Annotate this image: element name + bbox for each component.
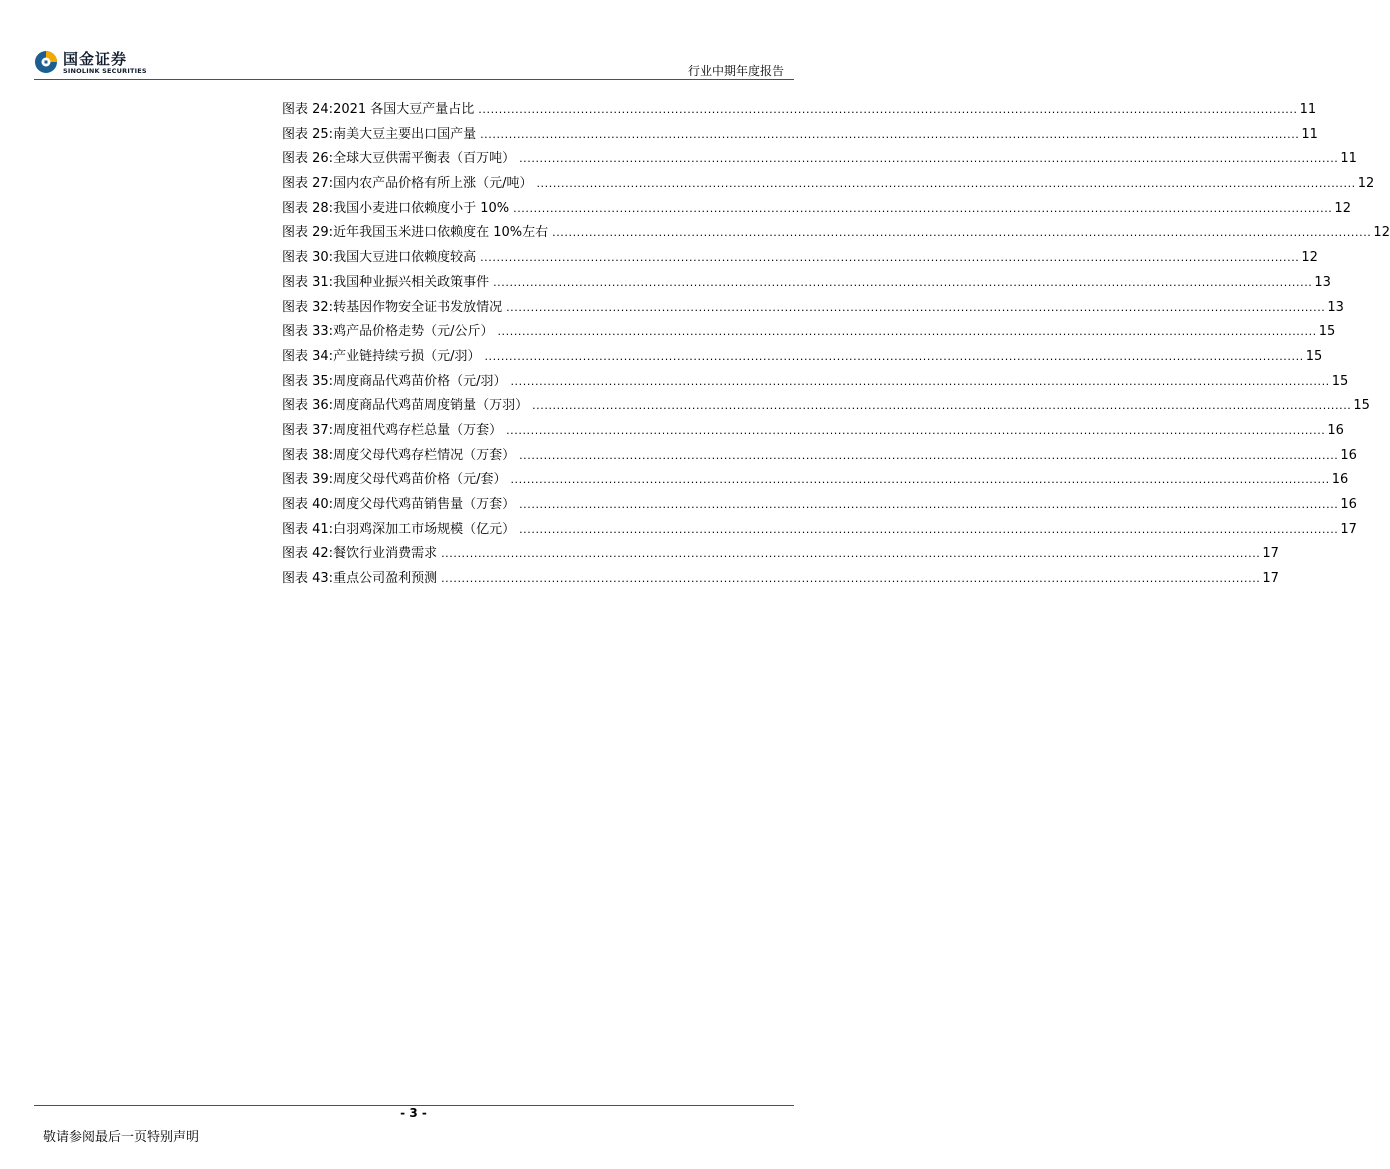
toc-entry-page: 15: [1331, 373, 1349, 389]
toc-dot-leader: ........................................................................................................................................................................................................: [480, 251, 1300, 265]
toc-entry-title: 周度父母代鸡苗价格（元/套）: [333, 472, 507, 488]
toc-dot-leader: ........................................................................................................................................................................................................: [478, 103, 1298, 116]
toc-entry-page: 17: [1340, 521, 1357, 537]
toc-entry-label: 图表 32:: [282, 299, 334, 315]
toc-dot-leader: ........................................................................................................................................................................................................: [513, 201, 1333, 215]
toc-entry-page: 15: [1353, 398, 1370, 414]
toc-entry-label: 图表 37:: [282, 422, 334, 438]
toc-entry-title: 我国小麦进口依赖度小于 10%: [333, 200, 510, 216]
sinolink-logo-icon: [34, 50, 58, 74]
toc-entry[interactable]: [282, 221, 1390, 246]
toc-entry-page: 12: [1357, 176, 1375, 192]
toc-dot-leader: ........................................................................................................................................................................................................: [519, 448, 1339, 462]
toc-entry[interactable]: [282, 271, 1331, 296]
disclaimer-text: 敬请参阅最后一页特别声明: [43, 1130, 200, 1145]
toc-entry-title: 2021 各国大豆产量占比: [333, 102, 475, 117]
toc-entry[interactable]: [282, 123, 1318, 148]
toc-dot-leader: ........................................................................................................................................................................................................: [532, 399, 1352, 413]
toc-entry-page: 11: [1299, 102, 1317, 117]
toc-entry-title: 周度商品代鸡苗周度销量（万羽）: [333, 398, 529, 414]
toc-entry[interactable]: [282, 197, 1351, 222]
toc-entry[interactable]: [282, 296, 1344, 321]
toc-entry[interactable]: [282, 98, 1317, 123]
toc-entry-title: 转基因作物安全证书发放情况: [333, 299, 503, 315]
toc-entry-title: 周度商品代鸡苗价格（元/羽）: [333, 373, 507, 389]
toc-entry[interactable]: [282, 394, 1370, 419]
toc-dot-leader: ........................................................................................................................................................................................................: [441, 572, 1261, 586]
toc-entry-label: 图表 28:: [282, 200, 334, 216]
toc-entry-title: 国内农产品价格有所上涨（元/吨）: [333, 176, 533, 192]
page-number: - 3 -: [400, 1106, 427, 1120]
toc-entry[interactable]: [282, 147, 1357, 172]
toc-entry-label: 图表 36:: [282, 398, 334, 414]
toc-entry-page: 16: [1327, 422, 1344, 438]
toc-entry-page: 15: [1318, 324, 1336, 340]
toc-entry-label: 图表 26:: [282, 151, 334, 167]
toc-entry-page: 12: [1334, 200, 1351, 216]
toc-entry-label: 图表 29:: [282, 225, 334, 241]
toc-entry-label: 图表 43:: [282, 571, 334, 587]
toc-entry-label: 图表 31:: [282, 274, 334, 290]
header-divider: [34, 79, 794, 80]
toc-entry-label: 图表 27:: [282, 176, 334, 192]
toc-entry-label: 图表 24:: [282, 102, 334, 117]
toc-entry[interactable]: [282, 419, 1344, 444]
toc-entry[interactable]: [282, 345, 1323, 370]
toc-entry-page: 11: [1340, 151, 1357, 167]
toc-entry-label: 图表 35:: [282, 373, 334, 389]
toc-entry-label: 图表 33:: [282, 324, 334, 340]
toc-entry-page: 16: [1340, 497, 1357, 512]
toc-entry-label: 图表 40:: [282, 497, 334, 512]
toc-dot-leader: ........................................................................................................................................................................................................: [493, 275, 1313, 289]
toc-entry-label: 图表 34:: [282, 348, 334, 364]
toc-entry-page: 13: [1327, 299, 1344, 315]
toc-entry[interactable]: [282, 567, 1279, 592]
toc-entry-title: 周度父母代鸡苗销售量（万套）: [333, 497, 516, 512]
toc-dot-leader: ........................................................................................................................................................................................................: [506, 300, 1326, 314]
toc-entry[interactable]: [282, 493, 1357, 518]
toc-dot-leader: ........................................................................................................................................................................................................: [506, 423, 1326, 437]
toc-entry-page: 12: [1373, 225, 1390, 241]
toc-entry-page: 15: [1305, 348, 1323, 364]
toc-entry-title: 近年我国玉米进口依赖度在 10%左右: [333, 225, 549, 241]
toc-entry-label: 图表 25:: [282, 126, 334, 142]
toc-dot-leader: ........................................................................................................................................................................................................: [519, 498, 1339, 511]
toc-entry[interactable]: [282, 246, 1318, 271]
toc-entry-title: 重点公司盈利预测: [333, 571, 438, 587]
report-type-title: 行业中期年度报告: [687, 64, 784, 78]
toc-entry-page: 11: [1301, 126, 1318, 142]
toc-dot-leader: ........................................................................................................................................................................................................: [510, 374, 1330, 388]
toc-dot-leader: ........................................................................................................................................................................................................: [552, 226, 1372, 240]
toc-entry-title: 周度祖代鸡存栏总量（万套）: [333, 422, 503, 438]
toc-entry-title: 餐饮行业消费需求: [333, 546, 438, 562]
toc-entry[interactable]: [282, 468, 1349, 493]
figure-list: [282, 98, 1390, 592]
toc-entry-label: 图表 38:: [282, 447, 334, 463]
toc-entry-title: 白羽鸡深加工市场规模（亿元）: [333, 521, 516, 537]
brand-name: 国金证券: [63, 50, 128, 68]
toc-entry[interactable]: [282, 518, 1357, 543]
toc-dot-leader: ........................................................................................................................................................................................................: [536, 177, 1356, 191]
toc-entry-title: 鸡产品价格走势（元/公斤）: [333, 324, 494, 340]
toc-dot-leader: ........................................................................................................................................................................................................: [519, 152, 1339, 166]
toc-entry-label: 图表 41:: [282, 521, 334, 537]
toc-entry-title: 我国大豆进口依赖度较高: [333, 250, 477, 266]
toc-entry-page: 13: [1314, 274, 1331, 290]
toc-dot-leader: ........................................................................................................................................................................................................: [497, 325, 1317, 339]
toc-entry-label: 图表 42:: [282, 546, 334, 562]
toc-entry[interactable]: [282, 542, 1279, 567]
toc-entry-page: 17: [1262, 546, 1279, 562]
toc-entry-title: 南美大豆主要出口国产量: [333, 126, 477, 142]
toc-dot-leader: ........................................................................................................................................................................................................: [484, 349, 1304, 363]
toc-entry-page: 16: [1331, 472, 1349, 488]
toc-entry[interactable]: [282, 172, 1375, 197]
toc-entry-page: 12: [1301, 250, 1318, 266]
toc-entry-title: 产业链持续亏损（元/羽）: [333, 348, 481, 364]
toc-entry-label: 图表 30:: [282, 250, 334, 266]
toc-entry-title: 全球大豆供需平衡表（百万吨）: [333, 151, 516, 167]
toc-entry[interactable]: [282, 370, 1349, 395]
toc-dot-leader: ........................................................................................................................................................................................................: [519, 522, 1339, 536]
toc-dot-leader: ........................................................................................................................................................................................................: [480, 127, 1300, 141]
toc-entry-page: 17: [1262, 571, 1279, 587]
toc-dot-leader: ........................................................................................................................................................................................................: [510, 473, 1330, 487]
toc-entry-title: 我国种业振兴相关政策事件: [333, 274, 490, 290]
toc-entry-title: 周度父母代鸡存栏情况（万套）: [333, 447, 516, 463]
toc-entry[interactable]: [282, 444, 1357, 469]
brand-name-en: SINOLINK SECURITIES: [63, 67, 147, 75]
toc-entry-label: 图表 39:: [282, 472, 334, 488]
toc-dot-leader: ........................................................................................................................................................................................................: [441, 547, 1261, 561]
toc-entry[interactable]: [282, 320, 1336, 345]
toc-entry-page: 16: [1340, 447, 1357, 463]
